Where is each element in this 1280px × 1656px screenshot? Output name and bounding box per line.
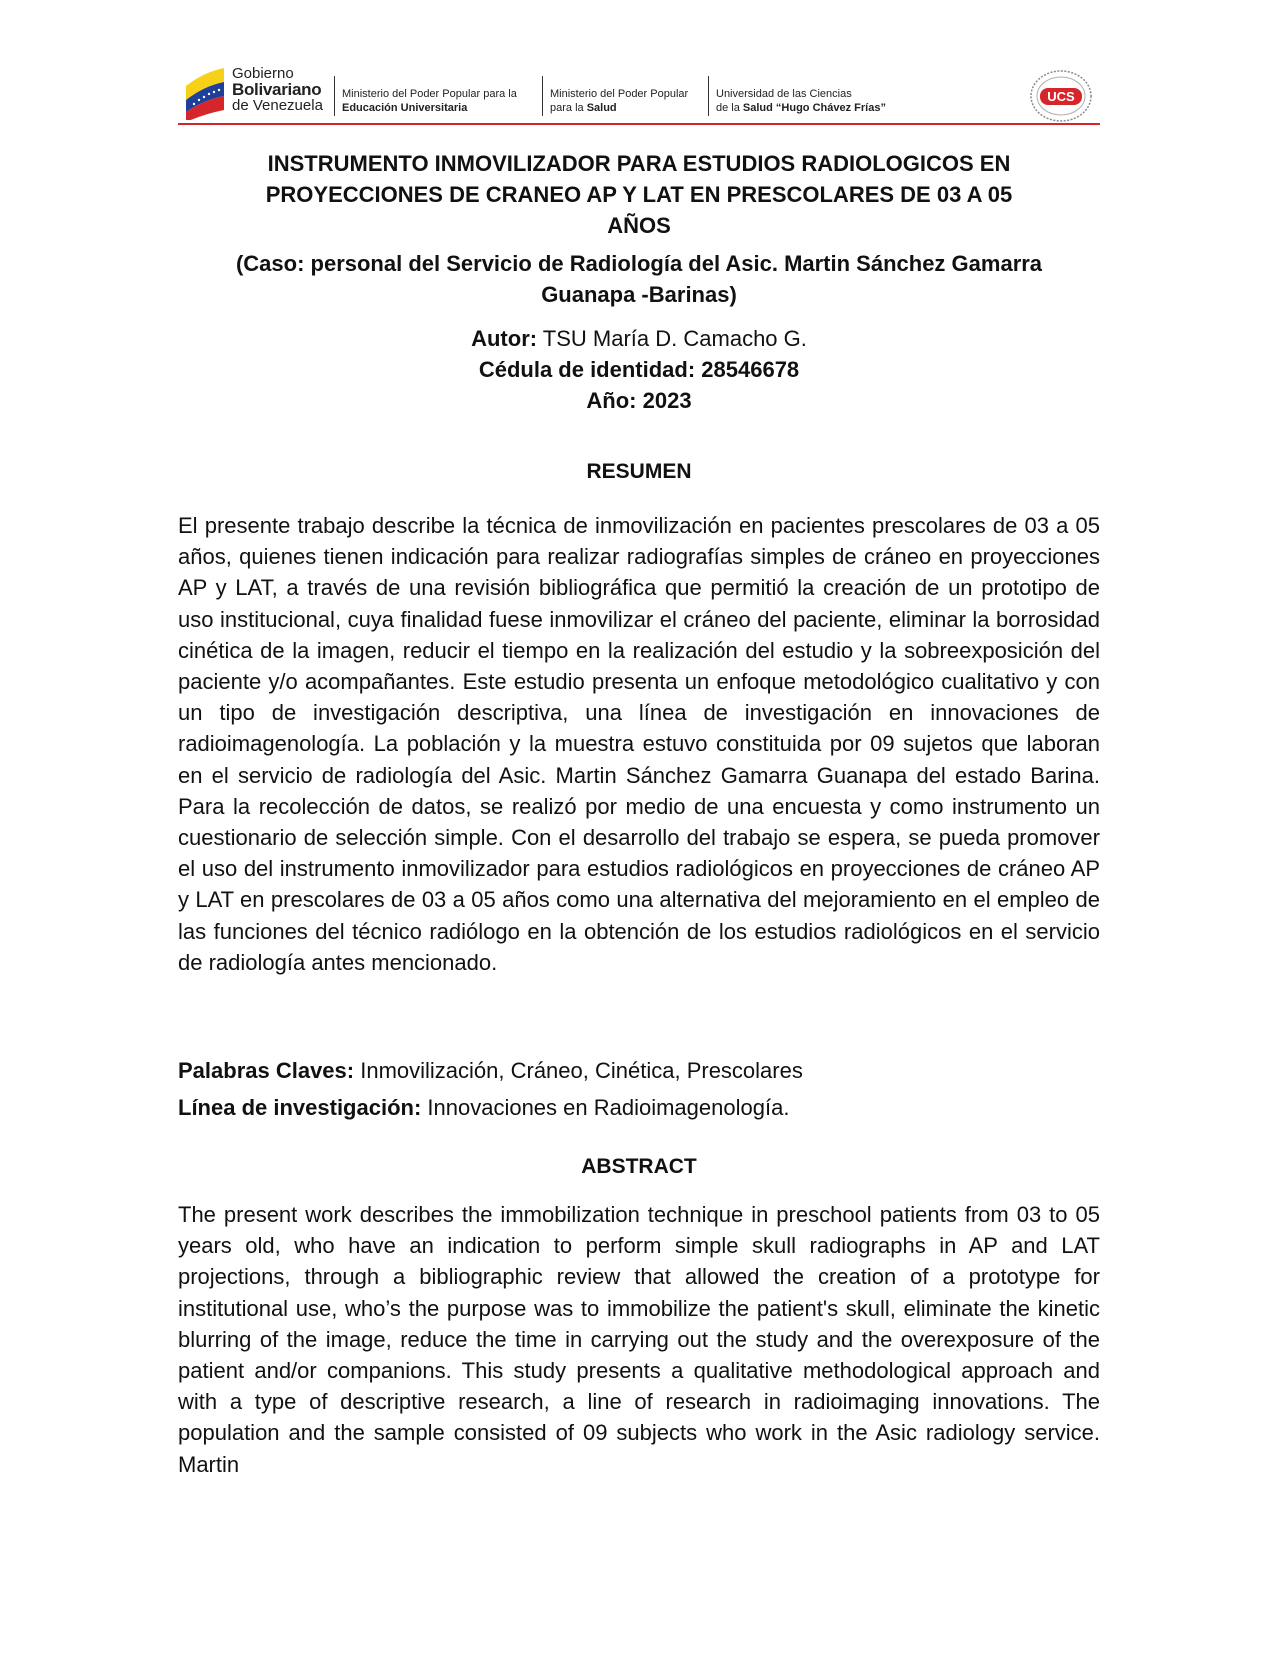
university-line2-prefix: de la <box>716 102 743 114</box>
ucs-seal-logo <box>1028 68 1094 124</box>
university-line1: Universidad de las Ciencias <box>716 88 852 100</box>
svg-text:UCS: UCS <box>1047 89 1075 104</box>
resumen-heading: RESUMEN <box>586 460 692 483</box>
header-divider <box>708 76 709 116</box>
header-divider <box>334 76 335 116</box>
header-red-rule <box>178 123 1100 125</box>
resumen-paragraph: El presente trabajo describe la técnica de inmovilización en pacientes prescolares de 03 a 05 años, quienes tienen indicación para realizar radiografías simples de cráneo en proyecciones AP y LAT, a través de una revisión bibliográfica que permitió la creación de un prototipo de uso institucional, cuya finalidad fuese inmovilizar el cráneo del paciente, eliminar la borrosidad cinética de la imagen, reducir el tiempo en la realización del estudio y la sobreexposición del paciente y/o acompañantes. Este estudio presenta un enfoque metodológico cualitativo y con un tipo de investigación descriptiva, una línea de investigación en innovaciones de radioimagenología. La población y la muestra estuvo constituida por 09 sujetos que laboran en el servicio de radiología del Asic. Martin Sánchez Gamarra Guanapa del estado Barina. Para la recolección de datos, se realizó por medio de una encuesta y como instrumento un cuestionario de selección simple. Con el desarrollo del trabajo se espera, se pueda promover el uso del instrumento inmovilizador para estudios radiológicos en proyecciones de cráneo AP y LAT en prescolares de 03 a 05 años como una alternativa del mejoramiento en el empleo de las funciones del técnico radiólogo en la obtención de los estudios radiológicos en el servicio de radiología antes mencionado. <box>178 513 1100 975</box>
subtitle-line: Guanapa -Barinas) <box>541 282 737 307</box>
ministry-health-line2-prefix: para la <box>550 102 587 114</box>
author-name: TSU María D. Camacho G. <box>537 326 807 351</box>
ministry-education-line2: Educación Universitaria <box>342 102 468 114</box>
ministry-education-line1: Ministerio del Poder Popular para la <box>342 88 517 100</box>
keywords-line <box>178 1055 1100 1086</box>
author-id: Cédula de identidad: 28546678 <box>478 357 800 382</box>
venezuela-flag-logo <box>182 66 228 120</box>
abstract-paragraph: The present work describes the immobilization technique in preschool patients from 03 to 05 years old, who have an indication to perform simple skull radiographs in AP and LAT projections, through a bibliographic review that allowed the creation of a prototype for institutional use, who’s the purpose was to immobilize the patient's skull, eliminate the kinetic blurring of the image, reduce the time in carrying out the study and the overexposure of the patient and/or companions. This study presents a qualitative methodological approach and with a type of descriptive research, a line of research in radioimaging innovations. The population and the sample consisted of 09 subjects who work in the Asic radiology service. Martin <box>178 1202 1100 1477</box>
keywords-value: Inmovilización, Cráneo, Cinética, Prescolares <box>354 1058 803 1083</box>
subtitle-line: (Caso: personal del Servicio de Radiología del Asic. Martin Sánchez Gamarra <box>235 251 1043 276</box>
keywords-label: Palabras Claves: <box>178 1058 355 1083</box>
research-line-value: Innovaciones en Radioimagenología. <box>421 1095 790 1120</box>
title-line: INSTRUMENTO INMOVILIZADOR PARA ESTUDIOS RADIOLOGICOS EN <box>267 151 1011 176</box>
ministry-health <box>550 87 688 115</box>
author-line <box>178 323 1100 354</box>
ministry-health-line2-bold: Salud <box>586 102 617 114</box>
university-name <box>716 87 886 115</box>
title-line: PROYECCIONES DE CRANEO AP Y LAT EN PRESCOLARES DE 03 A 05 <box>265 182 1013 207</box>
author-label: Autor: <box>471 326 538 351</box>
page-header <box>178 60 1100 128</box>
abstract-heading: ABSTRACT <box>581 1155 697 1178</box>
gobierno-line2: Bolivariano <box>232 80 322 99</box>
title-line: AÑOS <box>607 213 671 238</box>
ministry-education <box>342 87 517 115</box>
author-year: Año: 2023 <box>586 388 692 413</box>
university-line2-bold: Salud “Hugo Chávez Frías” <box>742 102 886 114</box>
gobierno-bolivariano-wordmark <box>232 66 323 114</box>
author-block <box>178 323 1100 416</box>
header-divider <box>542 76 543 116</box>
document-title <box>178 148 1100 241</box>
gobierno-line3: de Venezuela <box>232 97 323 114</box>
ministry-health-line1: Ministerio del Poder Popular <box>550 88 689 100</box>
research-line <box>178 1092 1100 1123</box>
research-line-label: Línea de investigación: <box>178 1095 422 1120</box>
gobierno-line1: Gobierno <box>232 65 294 82</box>
document-subtitle <box>178 248 1100 310</box>
